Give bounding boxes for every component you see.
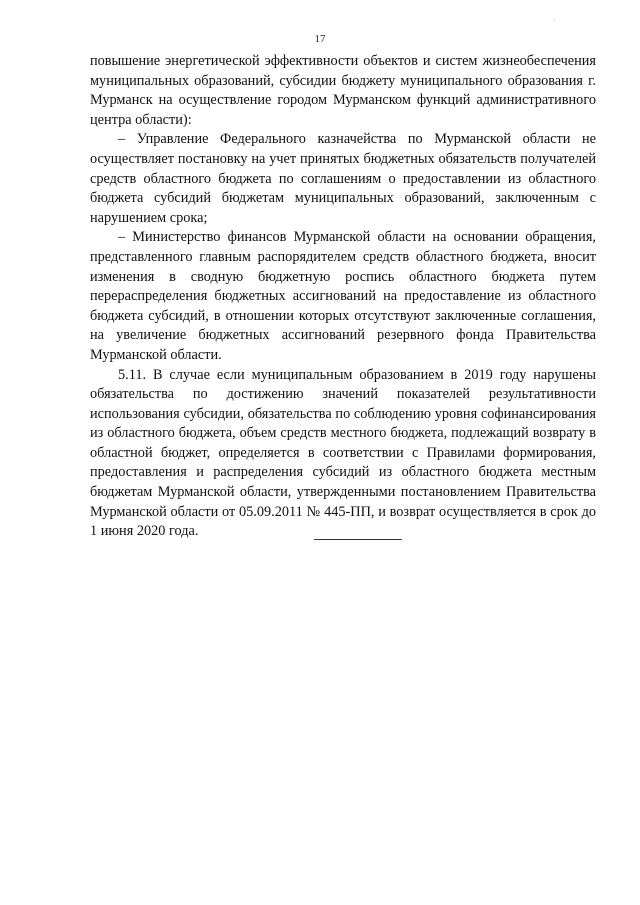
paragraph-continuation: повышение энергетической эффективности объектов и систем жизнеобеспечения муниципальных образований, субсидии бюджету муниципального образования г. Мурманск на осуществление городом Мурманском функций административного центра области):: [90, 53, 596, 128]
end-of-document-rule: [314, 539, 402, 540]
paragraph-section-5-11: 5.11. В случае если муниципальным образованием в 2019 году нарушены обязательства по достижению значений показателей результативности использования субсидии, обязательства по соблюдению уровня софинансирования из областного бюджета, объем средств местного бюджета, подлежащий возврату в областной бюджет, определяется в соответствии с Правилами формирования, предоставления и распределения субсидий из областного бюджета местным бюджетам Мурманской области, утвержденными постановлением Правительства Мурманской области от 05.09.2011 № 445-ПП, и возврат осуществляется в срок до 1 июня 2020 года.: [90, 366, 596, 540]
paragraph-ministry-clause: – Министерство финансов Мурманской области на основании обращения, представленного главным распорядителем средств областного бюджета, вносит изменения в сводную бюджетную роспись областного бюджета путем перераспределения бюджетных ассигнований на предоставление из областного бюджета субсидий, в отношении которых отсутствуют заключенные соглашения, на увеличение бюджетных ассигнований резервного фонда Правительства Мурманской области.: [90, 229, 596, 363]
document-body: [90, 52, 596, 542]
scan-mark: ·: [553, 16, 556, 25]
page-number: 17: [314, 33, 326, 45]
paragraph-treasury-clause: – Управление Федерального казначейства по Мурманской области не осуществляет постановку на учет принятых бюджетных обязательств получателей средств областного бюджета по соглашениям о предоставлении из областного бюджета субсидий бюджетам муниципальных образований, заключенным с нарушением срока;: [90, 131, 596, 226]
